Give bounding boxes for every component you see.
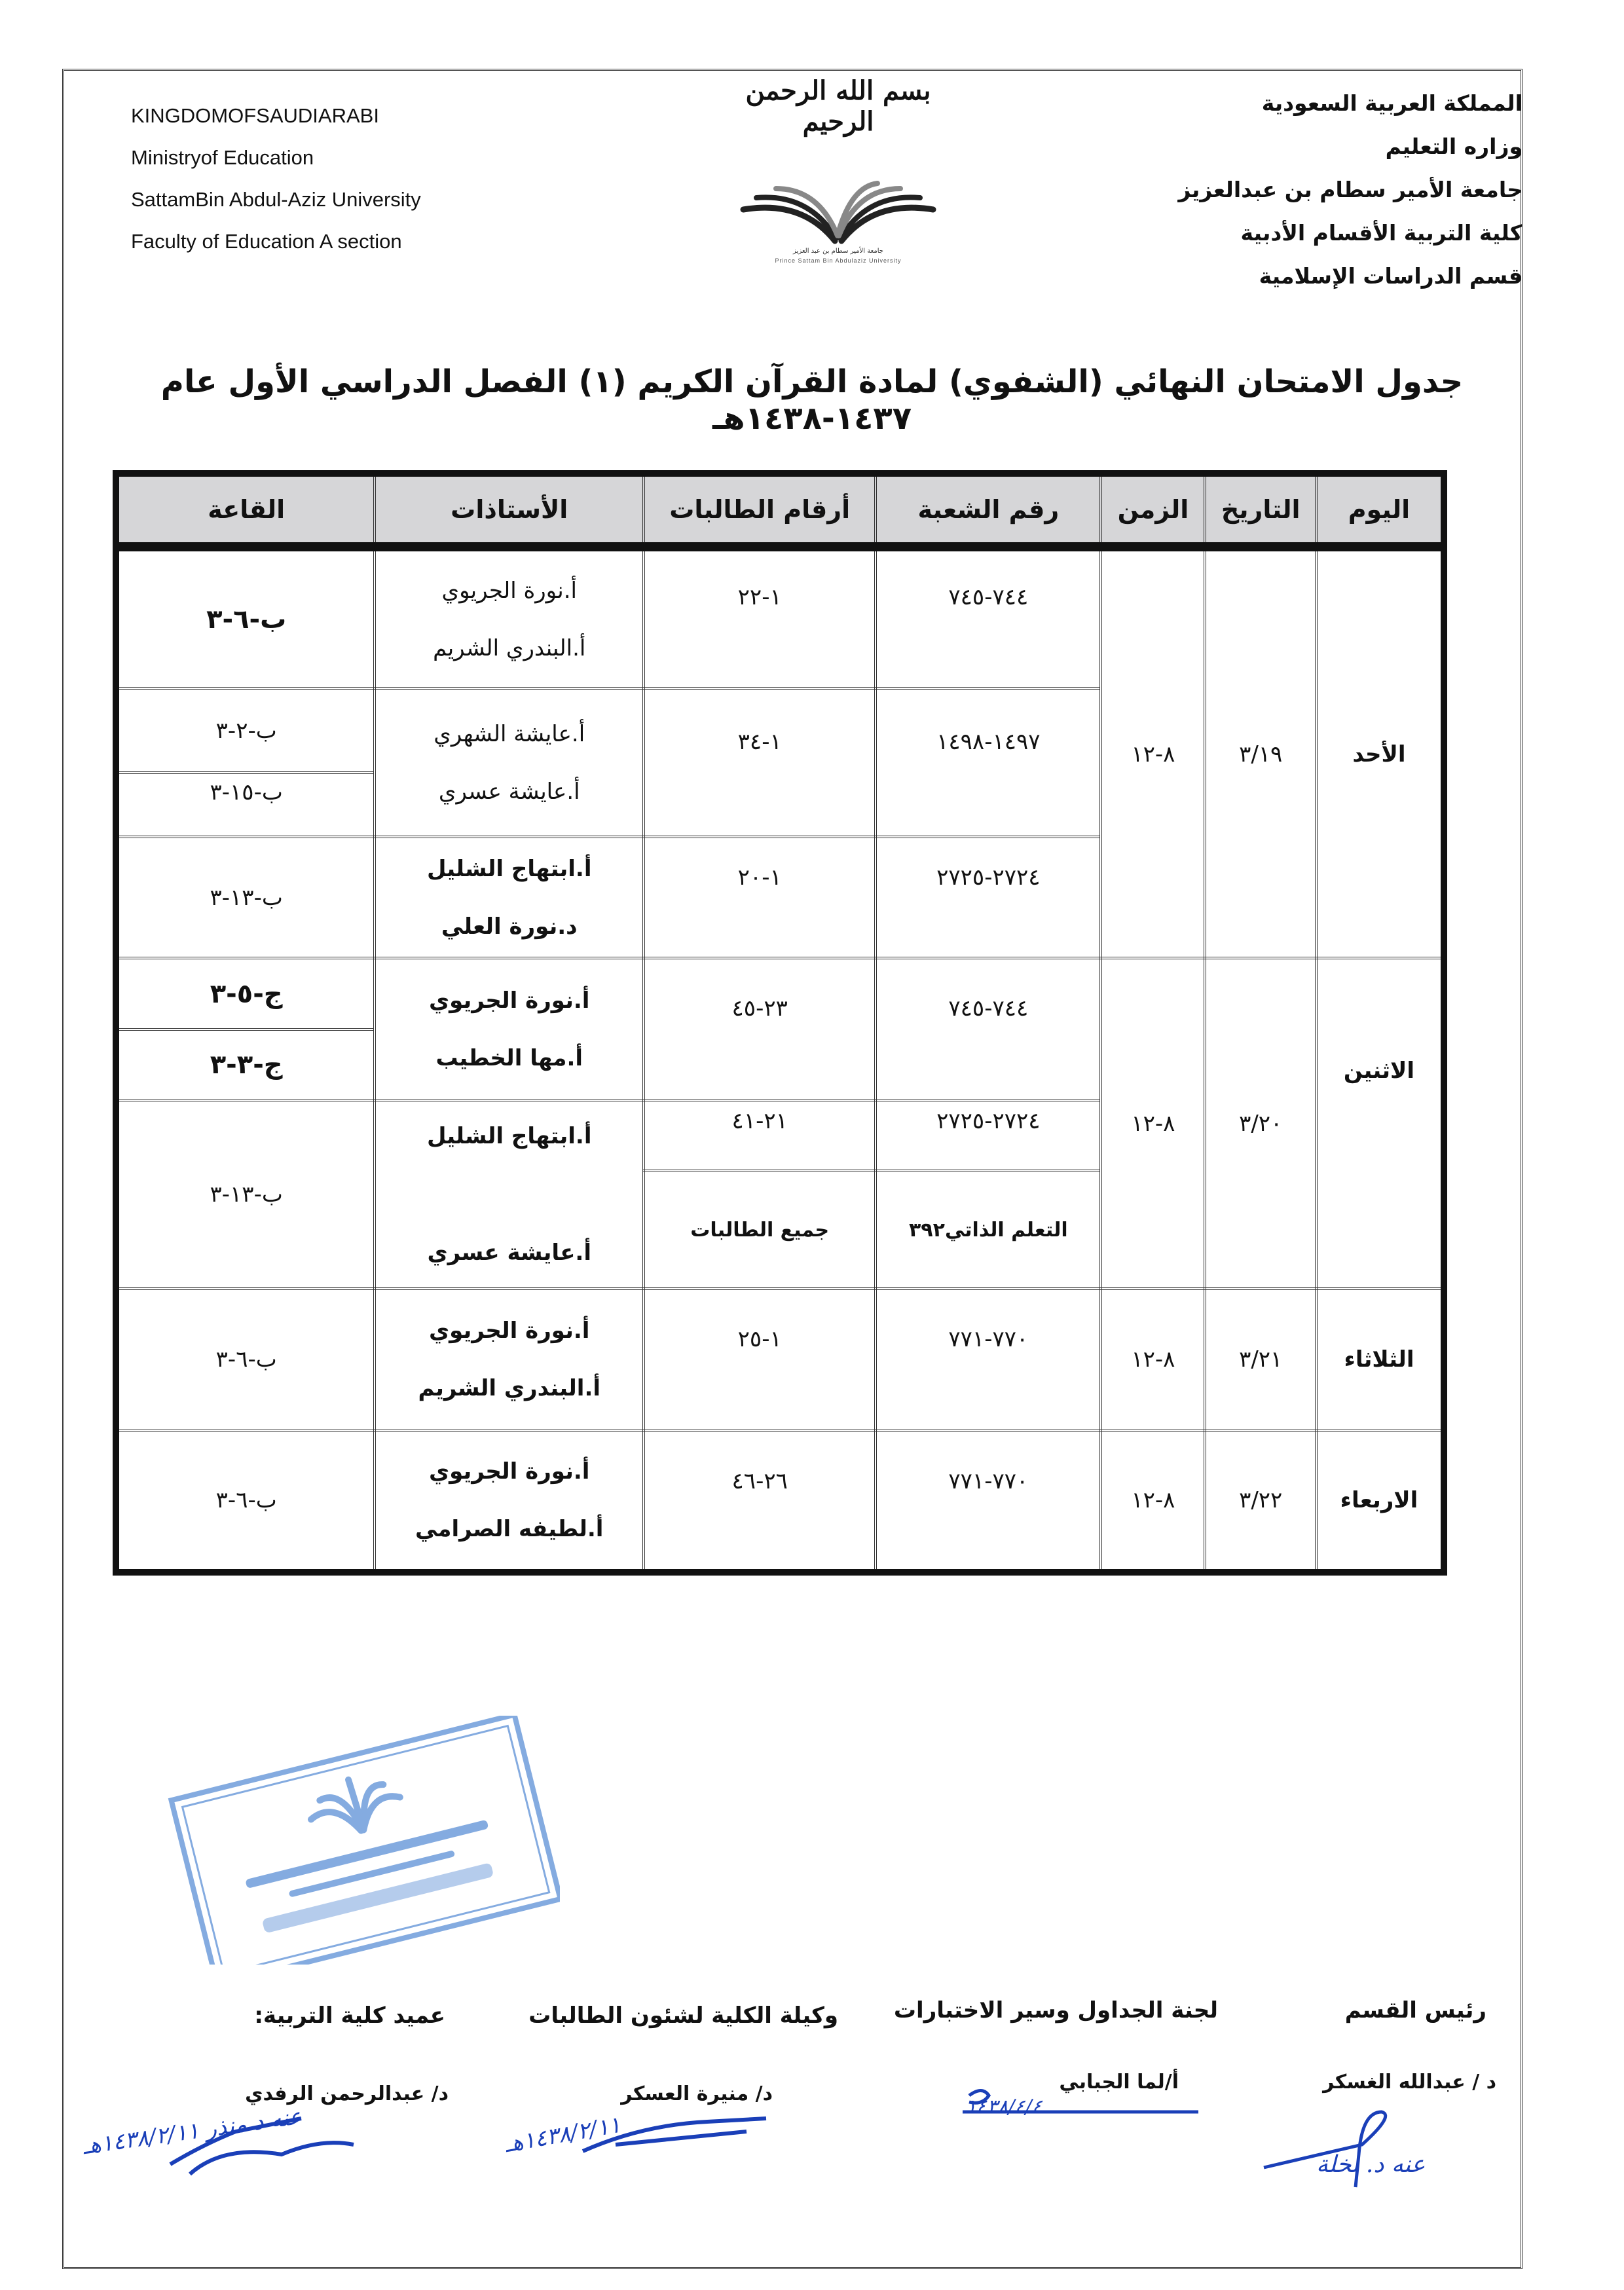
teacher-name: أ.البندري الشريم [433, 635, 586, 661]
teacher-name: أ.البندري الشريم [418, 1375, 601, 1402]
signatory-name-exam-committee: أ/لما الجبابي [1059, 2071, 1179, 2094]
table-header-row [116, 473, 1444, 547]
column-header-teachers: الأستاذات [375, 473, 644, 547]
column-header-date: التاريخ [1205, 473, 1316, 547]
arabic-line-ministry: وزاره التعليم [1385, 134, 1522, 159]
document-title: جدول الامتحان النهائي (الشفوي) لمادة القرآن الكريم (١) الفصل الدراسي الأول عام ١٤٣٧-١٤٣٨هـ [160, 363, 1464, 437]
arabic-line-country: المملكة العربية السعودية [1261, 90, 1522, 116]
table-row [116, 958, 1444, 1029]
students-cell: ١-٢٠ [644, 837, 876, 958]
students-cell: ٢٣-٤٥ [644, 958, 876, 1099]
room-cell: ب-٦-٣ [116, 1431, 375, 1572]
table-row [116, 547, 1444, 688]
column-header-room: القاعة [116, 473, 375, 547]
day-cell: الثلاثاء [1316, 1289, 1444, 1430]
room-cell: ب-٢-٣ [116, 688, 375, 773]
room-cell: ب-١٥-٣ [116, 773, 375, 837]
exam-schedule-table [113, 470, 1447, 1576]
teacher-name: أ.ابتهاج الشليل [426, 855, 592, 882]
teacher-name: د.نورة العلي [441, 913, 578, 940]
arabic-line-faculty: كلية التربية الأقسام الأدبية [1240, 220, 1522, 246]
students-cell: ٢١-٤١ [644, 1100, 876, 1171]
teacher-name: أ.عايشة عسري [438, 778, 580, 805]
basmala: بسم الله الرحمن الرحيم [745, 75, 931, 137]
signatory-name-vice-dean: د/ منيرة العسكر [621, 2082, 773, 2105]
teachers-cell [375, 1100, 644, 1289]
signature-title-vice-dean: وكيلة الكلية لشئون الطالبات [528, 2003, 838, 2029]
room-cell: ب-٦-٣ [116, 1289, 375, 1430]
date-cell: ٣/١٩ [1205, 547, 1316, 958]
handwritten-date-vice-dean: ١٤٣٨/٢/١١هـ [502, 2111, 623, 2158]
committee-stamp [167, 1716, 560, 1965]
day-cell: الاثنين [1316, 958, 1444, 1289]
arabic-letterhead [1178, 82, 1522, 298]
signatory-name-department-head: د / عبدالله الغسكر [1323, 2071, 1496, 2094]
university-book-logo-icon [730, 164, 946, 272]
section-cell: ١٤٩٧-١٤٩٨ [876, 688, 1101, 837]
room-cell: ج-٥-٣ [116, 958, 375, 1029]
teacher-name: أ.نورة الجريوي [429, 1458, 590, 1485]
time-cell: ٨-١٢ [1101, 958, 1205, 1289]
day-cell: الاربعاء [1316, 1431, 1444, 1572]
teacher-name: أ.مها الخطيب [435, 1044, 583, 1071]
teachers-cell [375, 1431, 644, 1572]
room-cell: ب-١٣-٣ [116, 837, 375, 958]
teacher-name: أ.نورة الجريوي [429, 987, 590, 1014]
section-cell: ٧٧٠-٧٧١ [876, 1289, 1101, 1430]
english-line-faculty: Faculty of Education A section [131, 230, 402, 253]
column-header-time: الزمن [1101, 473, 1205, 547]
column-header-day: اليوم [1316, 473, 1444, 547]
teachers-cell [375, 958, 644, 1099]
teacher-name: أ.لطيفه الصرامي [415, 1516, 604, 1543]
table-row [116, 1431, 1444, 1572]
day-cell: الأحد [1316, 547, 1444, 958]
teachers-cell [375, 1289, 644, 1430]
english-line-university: SattamBin Abdul-Aziz University [131, 188, 421, 211]
section-cell: ٧٤٤-٧٤٥ [876, 958, 1101, 1099]
signature-title-department-head: رئيس القسم [1344, 1997, 1486, 2023]
section-cell: ٧٤٤-٧٤٥ [876, 547, 1101, 688]
arabic-line-department: قسم الدراسات الإسلامية [1259, 263, 1522, 289]
column-header-student-numbers: أرقام الطالبات [644, 473, 876, 547]
section-cell: ٢٧٢٤-٢٧٢٥ [876, 837, 1101, 958]
handwritten-date-exam-committee: ١٤٣٨/٤/٤ [966, 2096, 1043, 2118]
section-cell: ٧٧٠-٧٧١ [876, 1431, 1101, 1572]
students-cell: ١-٣٤ [644, 688, 876, 837]
handwritten-note-dean: عنه د منذر ١٤٣٨/٢/١١هـ [81, 2103, 304, 2160]
teachers-cell [375, 837, 644, 958]
room-cell: ج-٣-٣ [116, 1029, 375, 1100]
signature-title-exam-committee: لجنة الجداول وسير الاختبارات [893, 1997, 1218, 2023]
english-line-country: KINGDOMOFSAUDIARABI [131, 104, 379, 127]
column-header-section: رقم الشعبة [876, 473, 1101, 547]
arabic-line-university: جامعة الأمير سطام بن عبدالعزيز [1178, 177, 1522, 202]
section-cell: ٢٧٢٤-٢٧٢٥ [876, 1100, 1101, 1171]
logo-caption-english: Prince Sattam Bin Abdulaziz University [775, 257, 902, 264]
english-line-ministry: Ministryof Education [131, 146, 314, 169]
date-cell: ٣/٢١ [1205, 1289, 1316, 1430]
students-cell: ١-٢٢ [644, 547, 876, 688]
teachers-cell [375, 547, 644, 688]
english-letterhead [131, 95, 421, 263]
room-cell: ب-٦-٣ [116, 547, 375, 688]
teacher-name: أ.ابتهاج الشليل [426, 1123, 592, 1149]
students-cell: ٢٦-٤٦ [644, 1431, 876, 1572]
handwritten-note-department-head: عنه د. نخلة [1316, 2151, 1426, 2178]
teacher-name: أ.نورة الجريوي [429, 1318, 590, 1344]
section-cell: التعلم الذاتي٣٩٢ [876, 1171, 1101, 1289]
time-cell: ٨-١٢ [1101, 547, 1205, 958]
signature-title-dean: عميد كلية التربية: [254, 2003, 445, 2029]
teachers-cell [375, 688, 644, 837]
time-cell: ٨-١٢ [1101, 1431, 1205, 1572]
teacher-name: أ.نورة الجريوي [441, 577, 577, 604]
teacher-name: أ.عايشة الشهري [434, 720, 585, 747]
room-cell: ب-١٣-٣ [116, 1100, 375, 1289]
students-cell: جميع الطالبات [644, 1171, 876, 1289]
teacher-name: أ.عايشة عسري [427, 1240, 591, 1266]
students-cell: ١-٢٥ [644, 1289, 876, 1430]
logo-caption-arabic: جامعة الأمير سطام بن عبد العزيز [793, 248, 883, 255]
date-cell: ٣/٢٠ [1205, 958, 1316, 1289]
date-cell: ٣/٢٢ [1205, 1431, 1316, 1572]
table-row [116, 1289, 1444, 1430]
signatory-name-dean: د/ عبدالرحمن الرفدي [245, 2082, 449, 2105]
time-cell: ٨-١٢ [1101, 1289, 1205, 1430]
